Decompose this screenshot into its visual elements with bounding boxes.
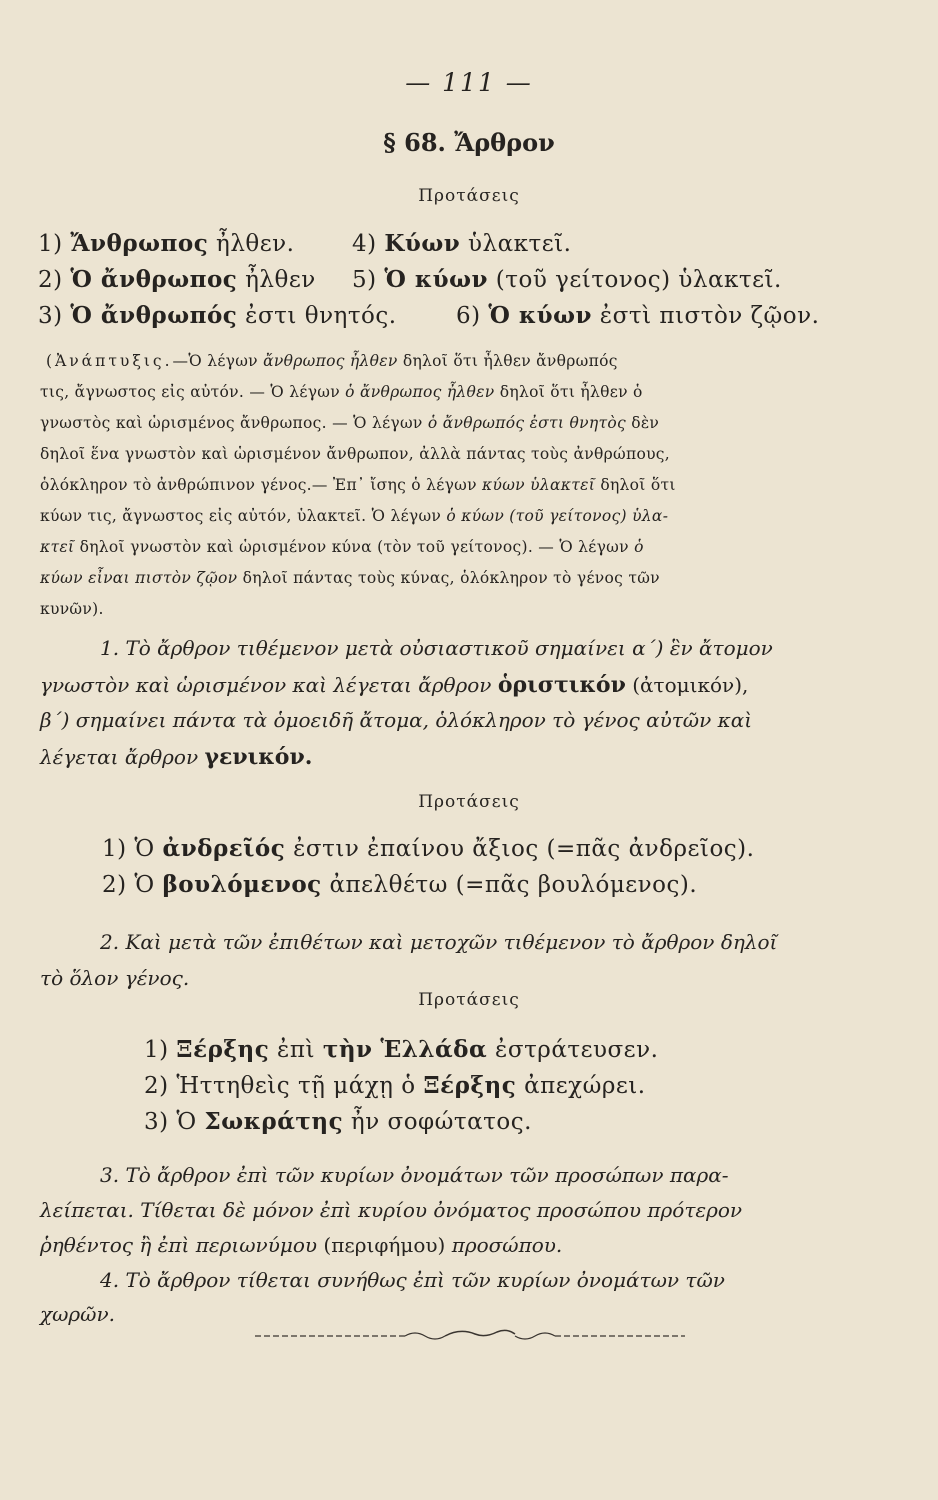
analysis-line-4: δηλοῖ ἕνα γνωστὸν καὶ ὡρισμένον ἄνθρωπον, ἀλλὰ πάντας τοὺς ἀνθρώπους, (40, 445, 671, 463)
analysis-line-6: κύων τις, ἄγνωστος εἰς αὐτόν, ὑλακτεῖ. Ὁ λέγων ὁ κύων (τοῦ γείτονος) ὑλα- (40, 507, 669, 525)
section-symbol: § (383, 128, 396, 157)
example-5: 5) Ὁ κύων (τοῦ γείτονος) ὑλακτεῖ. (352, 266, 782, 293)
analysis-line-2: τις, ἄγνωστος εἰς αὐτόν. — Ὁ λέγων ὁ ἄνθρωπος ἦλθεν δηλοῖ ὅτι ἦλθεν ὁ (40, 383, 643, 401)
propositions-heading-1: Προτάσεις (418, 186, 520, 206)
example-2-1: 1) Ὁ ἀνδρεῖός ἐστιν ἐπαίνου ἄξιος (=πᾶς ἀνδρεῖος). (102, 835, 755, 862)
example-3: 3) Ὁ ἄνθρωπός ἐστι θνητός. (38, 302, 397, 329)
propositions-heading-3: Προτάσεις (418, 990, 520, 1010)
rule-1-line-1: 1. Τὸ ἄρθρον τιθέμενον μετὰ οὐσιαστικοῦ σημαίνει α´) ἓν ἄτομον (100, 636, 773, 660)
example-1: 1) Ἄνθρωπος ἦλθεν. (38, 230, 295, 257)
analysis-line-3: γνωστὸς καὶ ὡρισμένος ἄνθρωπος. — Ὁ λέγων ὁ ἄνθρωπός ἐστι θνητὸς δὲν (40, 414, 660, 432)
rule-3-line-1: 3. Τὸ ἄρθρον ἐπὶ τῶν κυρίων ὀνομάτων τῶν προσώπων παρα- (100, 1163, 729, 1187)
example-2: 2) Ὁ ἄνθρωπος ἦλθεν (38, 266, 316, 293)
rule-2-line-2: τὸ ὅλον γένος. (40, 966, 190, 990)
rule-1-line-3: β´) σημαίνει πάντα τὰ ὁμοειδῆ ἄτομα, ὁλόκληρον τὸ γένος αὐτῶν καὶ (40, 708, 753, 732)
analysis-line-7: κτεῖ δηλοῖ γνωστὸν καὶ ὡρισμένον κύνα (τὸν τοῦ γείτονος). — Ὁ λέγων ὁ (40, 538, 644, 556)
page-number: — 111 — (405, 68, 533, 97)
example-6: 6) Ὁ κύων ἐστὶ πιστὸν ζῷον. (456, 302, 820, 329)
propositions-heading-2: Προτάσεις (418, 792, 520, 812)
rule-3-line-3: ῥηθέντος ἢ ἐπὶ περιωνύμου (περιφήμου) προσώπου. (40, 1233, 563, 1257)
rule-3-line-2: λείπεται. Τίθεται δὲ μόνον ἐπὶ κυρίου ὀνόματος προσώπου πρότερον (40, 1198, 743, 1222)
example-3-2: 2) Ἡττηθεὶς τῇ μάχῃ ὁ Ξέρξης ἀπεχώρει. (144, 1072, 646, 1099)
rule-4-line-2: χωρῶν. (40, 1302, 116, 1326)
ornament-divider (255, 1328, 685, 1344)
section-heading (0, 128, 938, 157)
section-title: Ἄρθρον (454, 128, 555, 157)
example-3-1: 1) Ξέρξης ἐπὶ τὴν Ἑλλάδα ἐστράτευσεν. (144, 1036, 659, 1063)
rule-2-line-1: 2. Καὶ μετὰ τῶν ἐπιθέτων καὶ μετοχῶν τιθέμενον τὸ ἄρθρον δηλοῖ (100, 930, 778, 954)
analysis-line-8: κύων εἶναι πιστὸν ζῷον δηλοῖ πάντας τοὺς κύνας, ὁλόκληρον τὸ γένος τῶν (40, 569, 660, 587)
analysis-line-9: κυνῶν). (40, 600, 104, 618)
analysis-line-5: ὁλόκληρον τὸ ἀνθρώπινον γένος.— Ἐπ᾽ ἴσης ὁ λέγων κύων ὑλακτεῖ δηλοῖ ὅτι (40, 476, 676, 494)
section-number: 68. (404, 128, 446, 157)
rule-1-line-2: γνωστὸν καὶ ὡρισμένον καὶ λέγεται ἄρθρον ὁριστικόν (ἀτομικόν), (40, 672, 749, 698)
example-3-3: 3) Ὁ Σωκράτης ἦν σοφώτατος. (144, 1108, 532, 1135)
analysis-line-1: (Ἀνάπτυξις.—Ὁ λέγων ἄνθρωπος ἦλθεν δηλοῖ ὅτι ἦλθεν ἄνθρωπός (46, 352, 618, 370)
example-4: 4) Κύων ὑλακτεῖ. (352, 230, 572, 257)
example-2-2: 2) Ὁ βουλόμενος ἀπελθέτω (=πᾶς βουλόμενος). (102, 871, 698, 898)
rule-4-line-1: 4. Τὸ ἄρθρον τίθεται συνήθως ἐπὶ τῶν κυρίων ὀνομάτων τῶν (100, 1268, 725, 1292)
rule-1-line-4: λέγεται ἄρθρον γενικόν. (40, 744, 313, 770)
